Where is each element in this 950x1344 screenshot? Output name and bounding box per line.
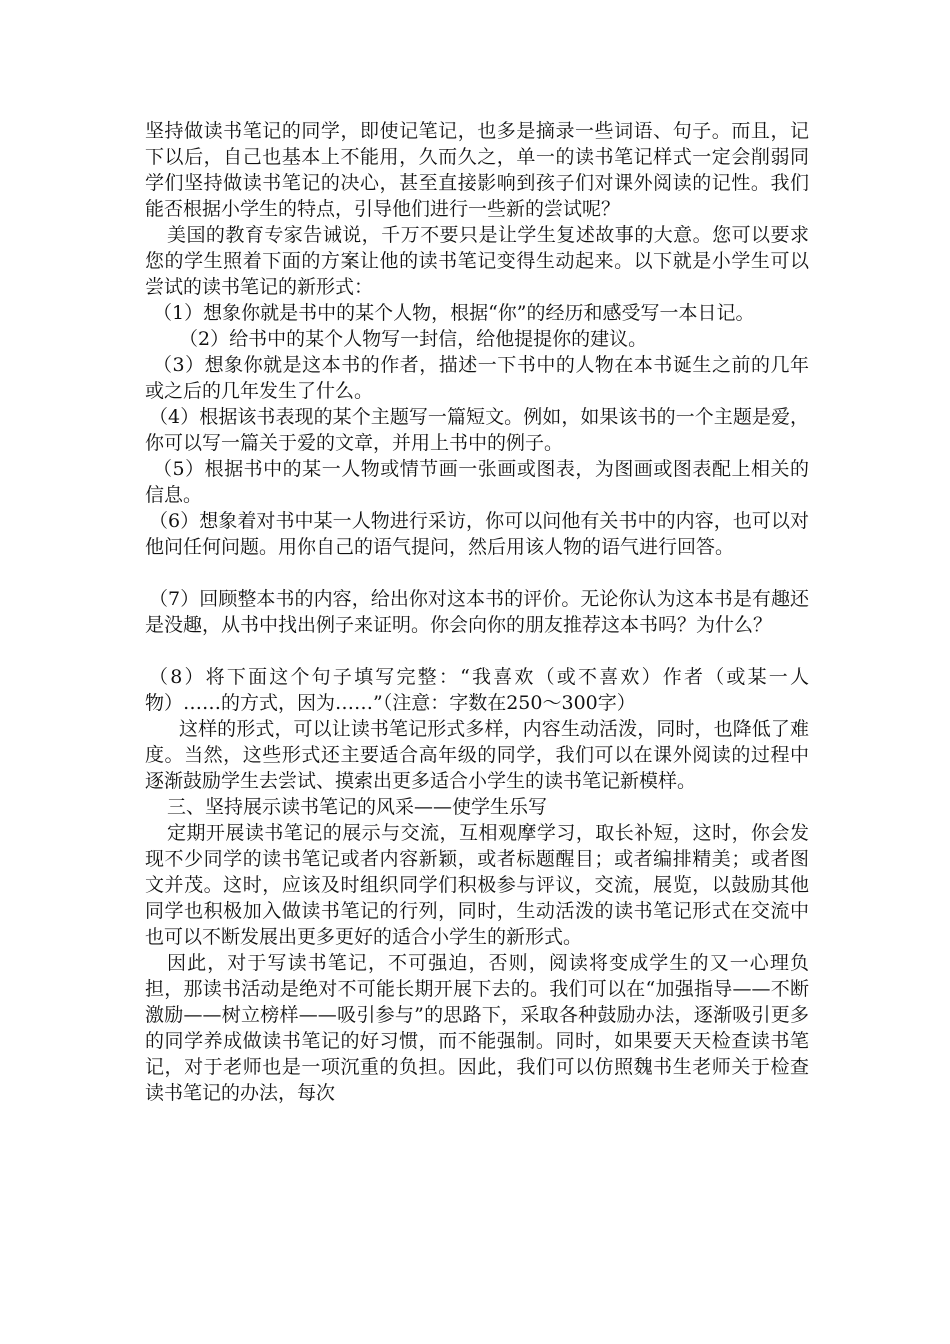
paragraph-expert-advice: 美国的教育专家告诫说，千万不要只是让学生复述故事的大意。您可以要求您的学生照着下面的方案让他的读书笔记变得生动起来。以下就是小学生可以尝试的读书笔记的新形式： xyxy=(145,224,809,298)
list-item-7: （7）回顾整本书的内容，给出你对这本书的评价。无论你认为这本书是有趣还是没趣，从书中找出例子来证明。你会向你的朋友推荐这本书吗？为什么？ xyxy=(145,588,809,636)
list-item-4: （4）根据该书表现的某个主题写一篇短文。例如，如果该书的一个主题是爱，你可以写一篇关于爱的文章，并用上书中的例子。 xyxy=(145,406,809,454)
document-body xyxy=(145,118,809,1106)
section-heading-3: 三、坚持展示读书笔记的风采——使学生乐写 xyxy=(167,796,548,818)
paragraph-summary: 这样的形式，可以让读书笔记形式多样，内容生动活泼，同时，也降低了难度。当然，这些形式还主要适合高年级的同学，我们可以在课外阅读的过程中逐渐鼓励学生去尝试、摸索出更多适合小学生的读书笔记新模样。 xyxy=(145,718,809,792)
blank-line xyxy=(145,560,809,586)
paragraph-conclusion: 因此，对于写读书笔记，不可强迫，否则，阅读将变成学生的又一心理负担，那读书活动是绝对不可能长期开展下去的。我们可以在“加强指导——不断激励——树立榜样——吸引参与”的思路下，采取各种鼓励办法，逐渐吸引更多的同学养成做读书笔记的好习惯，而不能强制。同时，如果要天天检查读书笔记，对于老师也是一项沉重的负担。因此，我们可以仿照魏书生老师关于检查读书笔记的办法，每次 xyxy=(145,952,809,1104)
list-item-5: （5）根据书中的某一人物或情节画一张画或图表，为图画或图表配上相关的信息。 xyxy=(145,458,809,506)
paragraph-display-exchange: 定期开展读书笔记的展示与交流，互相观摩学习，取长补短，这时，你会发现不少同学的读书笔记或者内容新颖，或者标题醒目；或者编排精美；或者图文并茂。这时，应该及时组织同学们积极参与评议，交流，展览，以鼓励其他同学也积极加入做读书笔记的行列，同时，生动活泼的读书笔记形式在交流中也可以不断发展出更多更好的适合小学生的新形式。 xyxy=(145,822,809,948)
list-item-8: （8）将下面这个句子填写完整：“我喜欢（或不喜欢）作者（或某一人物）……的方式，因为……”（注意：字数在250～300字） xyxy=(145,666,809,714)
list-item-6: （6）想象着对书中某一人物进行采访，你可以问他有关书中的内容，也可以对他问任何问题。用你自己的语气提问，然后用该人物的语气进行回答。 xyxy=(145,510,809,558)
paragraph-intro: 坚持做读书笔记的同学，即使记笔记，也多是摘录一些词语、句子。而且，记下以后，自己也基本上不能用，久而久之，单一的读书笔记样式一定会削弱同学们坚持做读书笔记的决心，甚至直接影响到孩子们对课外阅读的记性。我们能否根据小学生的特点，引导他们进行一些新的尝试呢？ xyxy=(145,120,809,220)
list-item-1: （1）想象你就是书中的某个人物，根据“你”的经历和感受写一本日记。 xyxy=(153,302,755,324)
blank-line xyxy=(145,638,809,664)
list-item-2: （2）给书中的某个人物写一封信，给他提提你的建议。 xyxy=(179,328,648,350)
list-item-3: （3）想象你就是这本书的作者，描述一下书中的人物在本书诞生之前的几年或之后的几年发生了什么。 xyxy=(145,354,809,402)
